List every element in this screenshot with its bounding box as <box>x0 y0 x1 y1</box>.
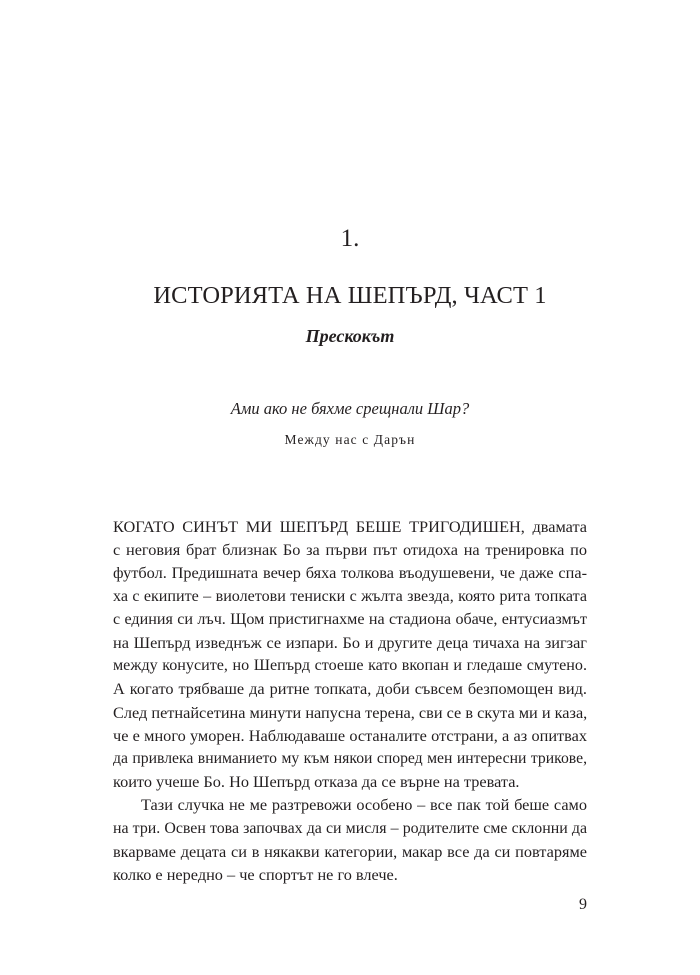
text-line: между конусите, но Шепърд стоеше като вкопан и гледаше смутено. <box>113 657 587 675</box>
text-line: вкарваме децата си в някакви категории, макар все да си повтаряме <box>113 841 587 861</box>
body-text <box>113 515 587 886</box>
text-line: на три. Освен това започвах да си мисля – родителите сме склонни да <box>113 819 587 837</box>
text-line: на Шепърд изведнъж се изпари. Бо и другите деца тичаха на зигзаг <box>113 633 587 653</box>
paragraph-2 <box>113 793 587 886</box>
text-line: че е много уморен. Наблюдаваше останалите отстрани, а аз опитвах <box>113 725 587 745</box>
chapter-subtitle: Прескокът <box>305 326 395 346</box>
text-line: След петнайсетина минути напусна терена, сви се в скута ми и каза, <box>113 702 588 722</box>
text-line: да привлека вниманието му към някои според мен интересни трикове, <box>113 750 587 768</box>
text-line: КОГАТО СИНЪТ МИ ШЕПЪРД БЕШЕ ТРИГОДИШЕН, двамата <box>113 517 587 536</box>
chapter-number: 1. <box>340 225 360 252</box>
page-number: 9 <box>579 896 587 913</box>
chapter-title: ИСТОРИЯТА НА ШЕПЪРД, ЧАСТ 1 <box>153 282 547 309</box>
text-line: футбол. Предишната вечер бяха толкова въодушевени, че даже спа- <box>113 563 587 583</box>
text-line: Тази случка не ме разтревожи особено – все пак той беше само <box>141 795 587 815</box>
epigraph-quote: Ами ако не бяхме срещнали Шар? <box>230 399 470 418</box>
text-line: А когато трябваше да ритне топката, доби съвсем безпомощен вид. <box>113 679 587 699</box>
paragraph-1 <box>113 515 587 793</box>
epigraph-source: Между нас с Дарън <box>284 432 416 447</box>
text-line: колко е нередно – че спортът не го влече. <box>113 865 398 885</box>
text-line: с единия си лъч. Щом пристигнахме на стадиона обаче, ентусиазмът <box>113 610 587 628</box>
text-line: ха с екипите – виолетови тениски с жълта звезда, която рита топката <box>113 587 587 605</box>
text-line: с неговия брат близнак Бо за първи път отидоха на тренировка по <box>113 540 587 560</box>
text-line: които учеше Бо. Но Шепърд отказа да се върне на тревата. <box>113 772 520 792</box>
